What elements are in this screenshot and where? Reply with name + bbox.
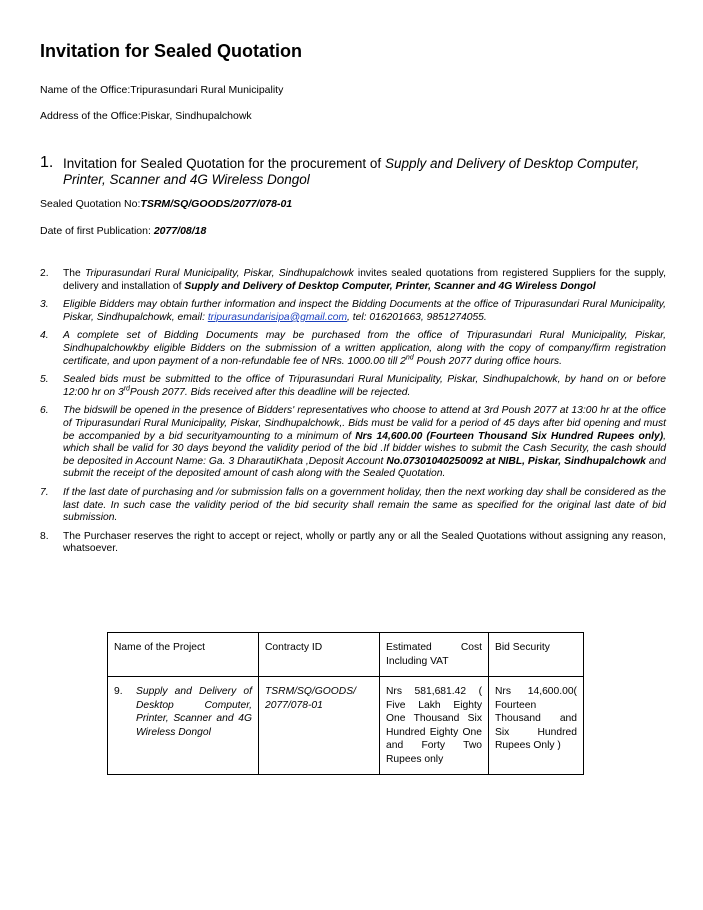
terms-list bbox=[40, 268, 666, 562]
email-link[interactable]: tripurasundarisipa@gmail.com bbox=[207, 311, 348, 323]
section-1 bbox=[40, 156, 670, 188]
cell-bid-security: Nrs 14,600.00( Fourteen Thousand and Six Hundred Rupees Only ) bbox=[489, 677, 584, 775]
cell-project: 9. Supply and Delivery of Desktop Computer, Printer, Scanner and 4G Wireless Dongol bbox=[108, 677, 259, 775]
header-contract-id: Contracty ID bbox=[259, 633, 380, 677]
table-header-row bbox=[108, 633, 584, 677]
office-address: Address of the Office:Piskar, Sindhupalchowk bbox=[40, 110, 252, 122]
header-estimated-cost: Estimated Cost Including VAT bbox=[380, 633, 489, 677]
list-item: 3. Eligible Bidders may obtain further information and inspect the Bidding Documents at the office of Tripurasundari Rural Municipality, Piskar, Sindhupalchowk, email: tripurasundarisipa@gmail.com, tel: 016201663, 9851274055. bbox=[40, 299, 666, 323]
table-row bbox=[108, 677, 584, 775]
office-name: Name of the Office:Tripurasundari Rural Municipality bbox=[40, 84, 284, 96]
row-number: 9. bbox=[114, 686, 123, 697]
quotation-number: Sealed Quotation No:TSRM/SQ/GOODS/2077/078-01 bbox=[40, 198, 293, 210]
project-table bbox=[107, 632, 584, 775]
header-project: Name of the Project bbox=[108, 633, 259, 677]
list-item: 2. The Tripurasundari Rural Municipality, Piskar, Sindhupalchowk invites sealed quotations from registered Suppliers for the supply, delivery and installation of Supply and Delivery of Desktop Computer, Printer, Scanner and 4G Wireless Dongol bbox=[40, 268, 666, 292]
procurement-subject: Supply and Delivery of Desktop Computer, Printer, Scanner and 4G Wireless Dongol bbox=[63, 156, 640, 187]
list-item: 7. If the last date of purchasing and /or submission falls on a government holiday, then the next working day shall be considered as the last date. In such case the validity period of the bid security shall remain the same as specified for the original last date of bid submission. bbox=[40, 486, 666, 524]
list-item: 6. The bidswill be opened in the presence of Bidders' representatives who choose to attend at 3rd Poush 2077 at 13:00 hr at the office of Tripurasundari Rural Municipality, Piskar, Sindhupalchowk,. Bids must be valid for a period of 45 days after bid opening and must be accompanied by a bid securityamounting to a minimum of Nrs 14,600.00 (Fourteen Thousand Six Hundred Rupees only), which shall be valid for 30 days beyond the validity period of the bid .If bidder wishes to submit the Cash Security, the cash should be deposited in Account Name: Ga. 3 DharautiKhata ,Deposit Account No.07301040250092 at NIBL, Piskar, Sindhupalchowk and submit the receipt of the deposited amount of cash along with the Sealed Quotation. bbox=[40, 405, 667, 480]
section-1-text: Invitation for Sealed Quotation for the procurement of Supply and Delivery of Desktop Computer, Printer, Scanner and 4G Wireless Dongol bbox=[63, 156, 640, 187]
page-title: Invitation for Sealed Quotation bbox=[40, 41, 303, 61]
header-bid-security: Bid Security bbox=[489, 633, 584, 677]
cell-estimated-cost: Nrs 581,681.42 ( Five Lakh Eighty One Thousand Six Hundred Eighty One and Forty Two Rupees only bbox=[380, 677, 489, 775]
list-item: 5. Sealed bids must be submitted to the office of Tripurasundari Rural Municipality, Piskar, Sindhupalchowk, by hand on or before 12:00 hr on 3rdPoush 2077. Bids received after this deadline will be rejected. bbox=[40, 374, 666, 398]
section-1-number: 1. bbox=[40, 154, 54, 171]
list-item: 8. The Purchaser reserves the right to accept or reject, wholly or partly any or all the Sealed Quotations without assigning any reason, whatsoever. bbox=[40, 530, 666, 555]
publication-date: Date of first Publication: 2077/08/18 bbox=[40, 225, 207, 237]
cell-contract-id: TSRM/SQ/GOODS/ 2077/078-01 bbox=[259, 677, 380, 775]
list-item: 4. A complete set of Bidding Documents may be purchased from the office of Tripurasundari Rural Municipality, Piskar, Sindhupalchowkby eligible Bidders on the submission of a written application, along with the copy of company/firm registration certificate, and upon payment of a non-refundable fee of NRs. 1000.00 till 2nd Poush 2077 during office hours. bbox=[40, 330, 666, 367]
